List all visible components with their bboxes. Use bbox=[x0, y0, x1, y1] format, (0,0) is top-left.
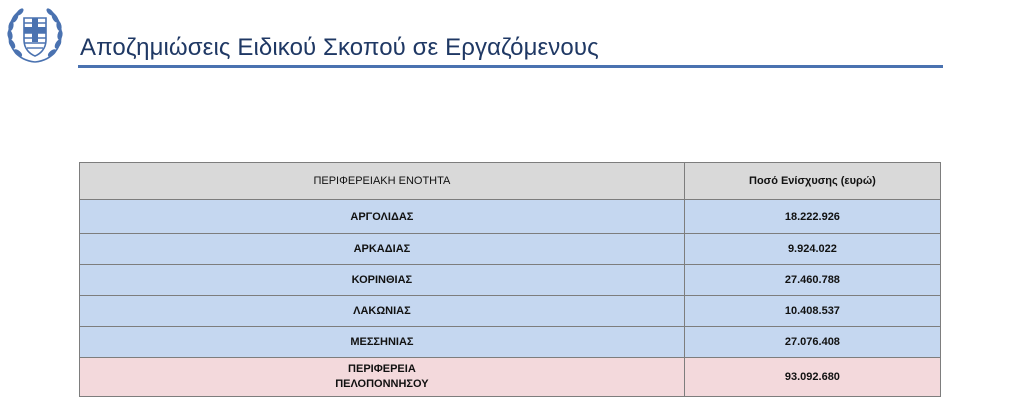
amount-cell: 27.460.788 bbox=[684, 265, 940, 296]
total-amount-cell: 93.092.680 bbox=[684, 358, 940, 397]
regional-unit-cell: ΑΡΓΟΛΙΔΑΣ bbox=[80, 200, 685, 234]
table-row bbox=[80, 327, 941, 358]
region-total-cell bbox=[80, 358, 685, 397]
table-header-row bbox=[80, 163, 941, 200]
column-header-amount: Ποσό Ενίσχυσης (ευρώ) bbox=[684, 163, 940, 200]
amount-cell: 9.924.022 bbox=[684, 234, 940, 265]
amount-cell: 27.076.408 bbox=[684, 327, 940, 358]
region-total-label-line2: ΠΕΛΟΠΟΝΝΗΣΟΥ bbox=[335, 378, 429, 390]
page-title: Αποζημιώσεις Ειδικού Σκοπού σε Εργαζόμενους bbox=[80, 34, 599, 61]
table-total-row bbox=[80, 358, 941, 397]
table-row bbox=[80, 265, 941, 296]
region-total-label-line1: ΠΕΡΙΦΕΡΕΙΑ bbox=[348, 363, 416, 375]
amount-cell: 18.222.926 bbox=[684, 200, 940, 234]
table-row bbox=[80, 200, 941, 234]
regional-unit-cell: ΑΡΚΑΔΙΑΣ bbox=[80, 234, 685, 265]
column-header-regional-unit: ΠΕΡΙΦΕΡΕΙΑΚΗ ΕΝΟΤΗΤΑ bbox=[80, 163, 685, 200]
title-underline bbox=[78, 65, 943, 68]
regional-unit-cell: ΜΕΣΣΗΝΙΑΣ bbox=[80, 327, 685, 358]
amount-cell: 10.408.537 bbox=[684, 296, 940, 327]
regional-unit-cell: ΚΟΡΙΝΘΙΑΣ bbox=[80, 265, 685, 296]
table-row bbox=[80, 296, 941, 327]
greek-coat-of-arms-icon bbox=[4, 4, 66, 66]
subsidy-table bbox=[79, 162, 941, 397]
table-row bbox=[80, 234, 941, 265]
regional-unit-cell: ΛΑΚΩΝΙΑΣ bbox=[80, 296, 685, 327]
